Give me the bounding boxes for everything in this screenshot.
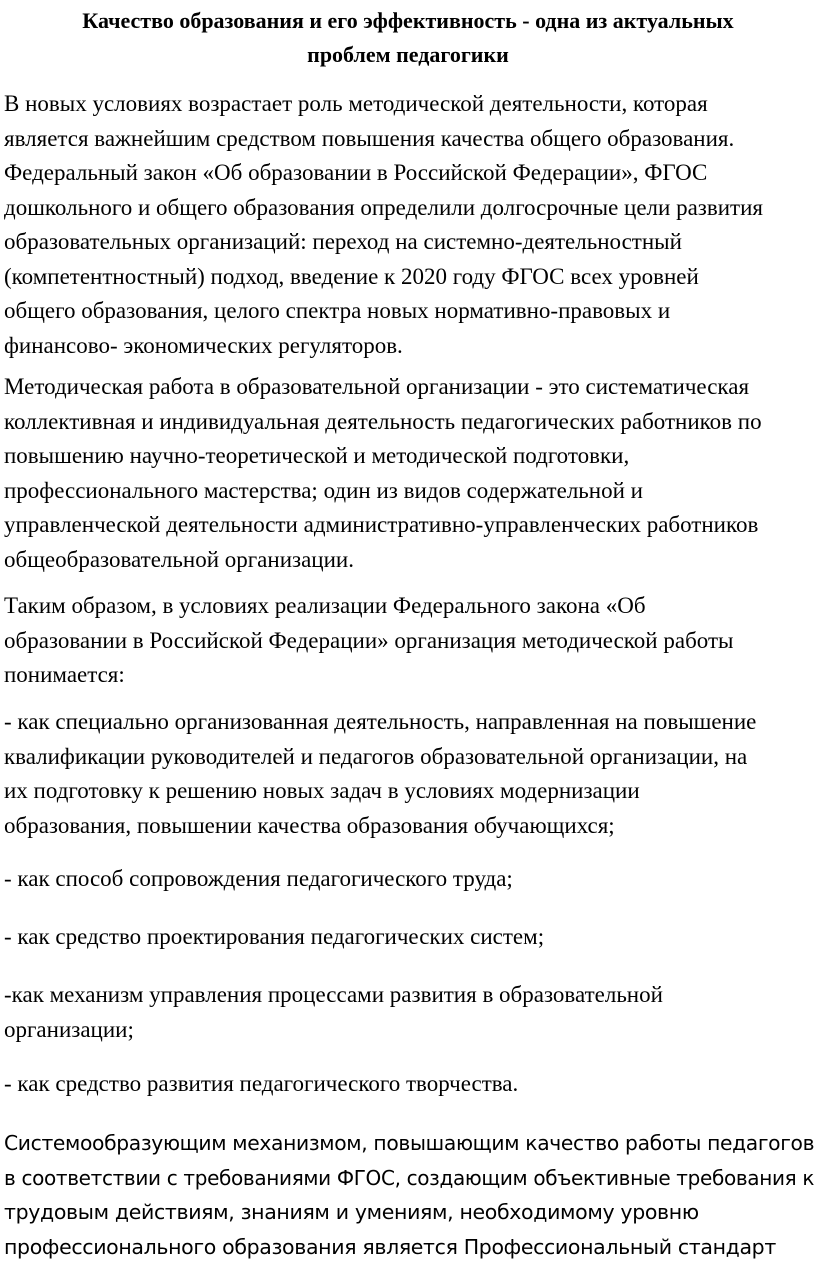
paragraph-understood-as (4, 589, 814, 693)
list-item-management-mechanism (4, 978, 814, 1047)
text-line: Федеральный закон «Об образовании в Российской Федерации», ФГОС (4, 160, 708, 185)
text-line: общего образования, целого спектра новых нормативно-правовых и (4, 298, 671, 323)
text-line: - как способ сопровождения педагогического труда; (4, 866, 513, 891)
text-line: понимается: (4, 662, 125, 687)
text-line: в соответствии с требованиями ФГОС, создающим объективные требования к (4, 1165, 815, 1190)
title-line: Качество образования и его эффективность - одна из актуальных (82, 8, 734, 33)
text-line: является важнейшим средством повышения качества общего образования. (4, 125, 735, 151)
list-item-creativity-tool (4, 1067, 814, 1102)
text-line: образовании в Российской Федерации» организация методической работы (4, 627, 734, 653)
text-line: (компетентностный) подход, введение к 2020 году ФГОС всех уровней (4, 263, 699, 289)
text-line: Таким образом, в условиях реализации Федерального закона «Об (4, 593, 646, 618)
text-line: трудовым действиям, знаниям и умениям, необходимому уровню (4, 1200, 699, 1224)
text-line: их подготовку к решению новых задач в условиях модернизации (4, 778, 640, 803)
text-line: - как специально организованная деятельность, направленная на повышение (4, 709, 757, 734)
text-line: повышению научно-теоретической и методической подготовки, (4, 443, 630, 468)
text-line: профессионального образования является Профессиональный стандарт (4, 1234, 776, 1259)
title-line: проблем педагогики (307, 42, 509, 67)
paragraph-methodical-role (4, 87, 814, 363)
text-line: - как средство проектирования педагогических систем; (4, 924, 545, 949)
text-line: Системообразующим механизмом, повышающим качество работы педагогов (4, 1131, 815, 1155)
text-line: -как механизм управления процессами развития в образовательной (4, 982, 663, 1007)
document-title (0, 4, 816, 72)
list-item-support-method (4, 862, 814, 897)
text-line: дошкольного и общего образования определили долгосрочные цели развития (4, 194, 763, 220)
paragraph-methodical-work-definition (4, 370, 814, 577)
text-line: организации; (4, 1016, 134, 1042)
list-item-organized-activity (4, 705, 814, 843)
text-line: В новых условиях возрастает роль методической деятельности, которая (4, 91, 708, 116)
text-line: профессионального мастерства; один из видов содержательной и (4, 477, 643, 503)
text-line: управленческой деятельности административно-управленческих работников (4, 512, 759, 537)
text-line: - как средство развития педагогического творчества. (4, 1071, 519, 1096)
text-line: Методическая работа в образовательной организации - это систематическая (4, 374, 750, 399)
text-line: образовательных организаций: переход на системно-деятельностный (4, 229, 682, 254)
text-line: финансово- экономических регуляторов. (4, 332, 403, 358)
text-line: образования, повышении качества образования обучающихся; (4, 812, 615, 838)
paragraph-professional-standard (4, 1126, 814, 1264)
text-line: квалификации руководителей и педагогов образовательной организации, на (4, 743, 748, 769)
text-line: общеобразовательной организации. (4, 546, 354, 572)
list-item-design-tool (4, 920, 814, 955)
text-line: коллективная и индивидуальная деятельность педагогических работников по (4, 408, 762, 434)
